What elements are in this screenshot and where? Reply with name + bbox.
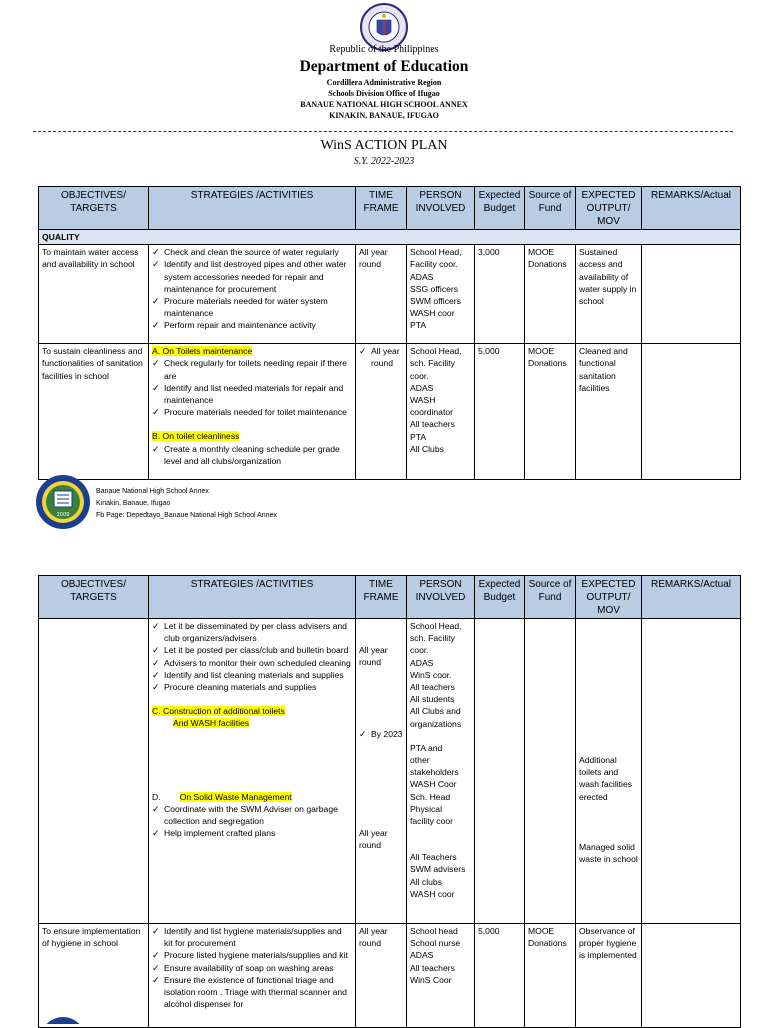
person-item: WASH Coor [410, 779, 457, 790]
person-item: WinS Coor [410, 974, 452, 985]
person-item: School Head, [410, 621, 462, 631]
person-item: SSG officers [410, 283, 459, 294]
activity-item: ✓ Ensure the existence of functional triage and isolation room . Triage with thermal scanner and alcohol dispenser for [152, 974, 352, 1011]
output-cell: Cleaned and functional sanitation facilities [576, 344, 642, 480]
table-row [39, 924, 741, 1028]
output-cell: Sustained access and availability of water supply in school [576, 245, 642, 344]
persons-cell [407, 344, 475, 480]
activities-cell [149, 924, 356, 1028]
fund-cell [525, 619, 576, 924]
person-item: sch. Facility [410, 358, 455, 369]
column-header: EXPECTED OUTPUT/ MOV [576, 576, 642, 619]
footer-school: Banaue National High School Annex [96, 488, 209, 495]
person-item: sch. Facility [410, 633, 455, 644]
table-row [39, 619, 741, 924]
objective-cell: To ensure implementation of hygiene in school [39, 924, 149, 1028]
person-item: stakeholders [410, 767, 459, 778]
fund-cell: MOOE Donations [525, 245, 576, 344]
division-text: Schools Division Office of Ifugao [328, 89, 440, 98]
person-item: ADAS [410, 657, 434, 668]
person-item: Sch. Head [410, 791, 451, 802]
person-item: All teachers [410, 682, 455, 693]
activity-item: ✓ Procure listed hygiene materials/supplies and kit [152, 949, 352, 961]
activity-item: ✓ Perform repair and maintenance activity [152, 319, 352, 331]
column-header: STRATEGIES /ACTIVITIES [149, 187, 356, 230]
column-header: TIME FRAME [356, 576, 407, 619]
budget-cell: 5,000 [475, 344, 525, 480]
subheading-toilet-cleanliness: B. On toilet cleanliness [152, 431, 240, 442]
column-header: Expected Budget [475, 576, 525, 619]
column-header: Expected Budget [475, 187, 525, 230]
person-item: PTA and [410, 742, 443, 753]
activity-item: ✓ Create a monthly cleaning schedule per grade level and all clubs/organization [152, 443, 352, 467]
section-label: QUALITY [39, 230, 741, 245]
budget-cell: 5,000 [475, 924, 525, 1028]
person-item: PTA [410, 431, 427, 442]
time-item: ✓ By 2023 [359, 728, 403, 740]
subheading-construction: C. Construction of additional toilets [152, 706, 285, 717]
column-header: Source of Fund [525, 576, 576, 619]
output-item: Managed solid waste in school [579, 841, 638, 865]
person-item: PTA [410, 320, 427, 331]
footer-fb-page: Fb Page: Depedtayo_Banaue National High School Annex [96, 512, 277, 519]
time-item: All year round [359, 645, 388, 668]
column-header: REMARKS/Actual [642, 576, 741, 619]
activity-item: ✓ Check and clean the source of water regularly [152, 246, 352, 258]
output-item: Additional toilets and wash facilities erected [579, 755, 633, 802]
person-item: WinS coor. [410, 669, 452, 680]
person-item: SWM officers [410, 296, 461, 307]
school-name: BANAUE NATIONAL HIGH SCHOOL ANNEX [300, 100, 468, 109]
school-logo-icon [35, 474, 91, 530]
column-header: Source of Fund [525, 187, 576, 230]
person-item: All teachers [410, 962, 455, 973]
budget-cell [475, 619, 525, 924]
activity-item: ✓ Ensure availability of soap on washing areas [152, 962, 352, 974]
persons-cell [407, 245, 475, 344]
activity-item: ✓ Procure materials needed for toilet maintenance [152, 406, 352, 418]
remarks-cell [642, 245, 741, 344]
output-cell [576, 619, 642, 924]
person-item: ADAS [410, 950, 434, 961]
output-cell: Observance of proper hygiene is implemented [576, 924, 642, 1028]
person-item: School Head, [410, 346, 462, 357]
person-item: facility coor [410, 816, 453, 827]
activity-item: ✓ Coordinate with the SWM Adviser on garbage collection and segregation [152, 803, 352, 827]
activity-item: ✓ Advisers to monitor their own scheduled cleaning [152, 657, 352, 669]
time-frame-cell [356, 344, 407, 480]
column-header: EXPECTED OUTPUT/ MOV [576, 187, 642, 230]
action-plan-table-page1 [38, 186, 741, 480]
column-header: OBJECTIVES/ TARGETS [39, 576, 149, 619]
time-frame-cell [356, 619, 407, 924]
table-header-row [39, 187, 741, 230]
column-header: TIME FRAME [356, 187, 407, 230]
person-item: Facility coor. [410, 259, 458, 270]
republic-text: Republic of the Philippines [329, 44, 439, 55]
section-row [39, 230, 741, 245]
region-text: Cordillera Administrative Region [326, 78, 442, 87]
activity-item: ✓ Identify and list destroyed pipes and other water system accessories needed for repair and maintenance for procurement [152, 258, 352, 295]
person-item: WASH coor [410, 308, 455, 319]
activity-item: ✓ Procure materials needed for water system maintenance [152, 295, 352, 319]
person-item: All Teachers [410, 852, 457, 863]
person-item: All clubs [410, 876, 442, 887]
person-item: ADAS [410, 382, 434, 393]
header-divider [33, 131, 733, 132]
time-frame-cell: All year round [356, 245, 407, 344]
subheading-prefix: D. [152, 791, 161, 802]
persons-cell [407, 619, 475, 924]
activities-cell [149, 619, 356, 924]
column-header: OBJECTIVES/ TARGETS [39, 187, 149, 230]
column-header: PERSON INVOLVED [407, 576, 475, 619]
person-item: All students [410, 694, 455, 705]
logo-year: 2009 [56, 512, 70, 518]
objective-cell [39, 619, 149, 924]
person-item: School Head, [410, 247, 462, 258]
school-address: KINAKIN, BANAUE, IFUGAO [329, 111, 439, 120]
person-item: School nurse [410, 938, 461, 949]
person-item: All Clubs [410, 443, 444, 454]
column-header: REMARKS/Actual [642, 187, 741, 230]
person-item: All Clubs and [410, 706, 461, 717]
person-item: coor. [410, 645, 429, 656]
school-year: S.Y. 2022-2023 [353, 156, 415, 167]
objective-cell: To sustain cleanliness and functionalities of sanitation facilities in school [39, 344, 149, 480]
activities-cell [149, 344, 356, 480]
remarks-cell [642, 924, 741, 1028]
table-header-row [39, 576, 741, 619]
fund-cell: MOOE Donations [525, 344, 576, 480]
person-item: coordinator [410, 407, 453, 418]
activity-item: ✓ Identify and list hygiene materials/supplies and kit for procurement [152, 925, 352, 949]
time-item: ✓ All year round [359, 345, 403, 369]
school-logo-partial-icon [40, 1016, 86, 1024]
person-item: School head [410, 926, 458, 936]
budget-cell: 3,000 [475, 245, 525, 344]
time-frame-cell: All year round [356, 924, 407, 1028]
person-item: coor. [410, 370, 429, 381]
plan-title: WinS ACTION PLAN [320, 138, 448, 153]
department-title: Department of Education [299, 58, 469, 75]
subheading-solid-waste: On Solid Waste Management [179, 791, 292, 802]
remarks-cell [642, 619, 741, 924]
remarks-cell [642, 344, 741, 480]
subheading-wash-facilities: And WASH facilities [173, 718, 250, 729]
objective-cell: To maintain water access and availability in school [39, 245, 149, 344]
footer-address: Kinakin, Banaue, Ifugao [96, 500, 171, 507]
person-item: organizations [410, 718, 462, 729]
time-item: All year round [359, 827, 388, 850]
person-item: other [410, 755, 430, 766]
person-item: SWM advisers [410, 864, 466, 875]
fund-cell: MOOE Donations [525, 924, 576, 1028]
person-item: WASH coor [410, 888, 455, 899]
person-item: All teachers [410, 419, 455, 430]
subheading-toilets-maintenance: A. On Toilets maintenance [152, 346, 253, 357]
activity-item: ✓ Let it be posted per class/club and bulletin board [152, 644, 352, 656]
person-item: WASH [410, 395, 436, 406]
activity-item: ✓ Procure cleaning materials and supplies [152, 681, 352, 693]
activity-item: ✓ Help implement crafted plans [152, 827, 352, 839]
column-header: STRATEGIES /ACTIVITIES [149, 576, 356, 619]
person-item: Physical [410, 803, 442, 814]
table-row [39, 245, 741, 344]
action-plan-table-page2 [38, 575, 741, 1028]
column-header: PERSON INVOLVED [407, 187, 475, 230]
activity-item: ✓ Let it be disseminated by per class advisers and club organizers/advisers [152, 620, 352, 644]
person-item: ADAS [410, 271, 434, 282]
table-row [39, 344, 741, 480]
activity-item: ✓ Identify and list cleaning materials and supplies [152, 669, 352, 681]
activities-cell [149, 245, 356, 344]
persons-cell [407, 924, 475, 1028]
activity-item: ✓ Identify and list needed materials for repair and maintenance [152, 382, 352, 406]
activity-item: ✓ Check regularly for toilets needing repair if there are [152, 357, 352, 381]
